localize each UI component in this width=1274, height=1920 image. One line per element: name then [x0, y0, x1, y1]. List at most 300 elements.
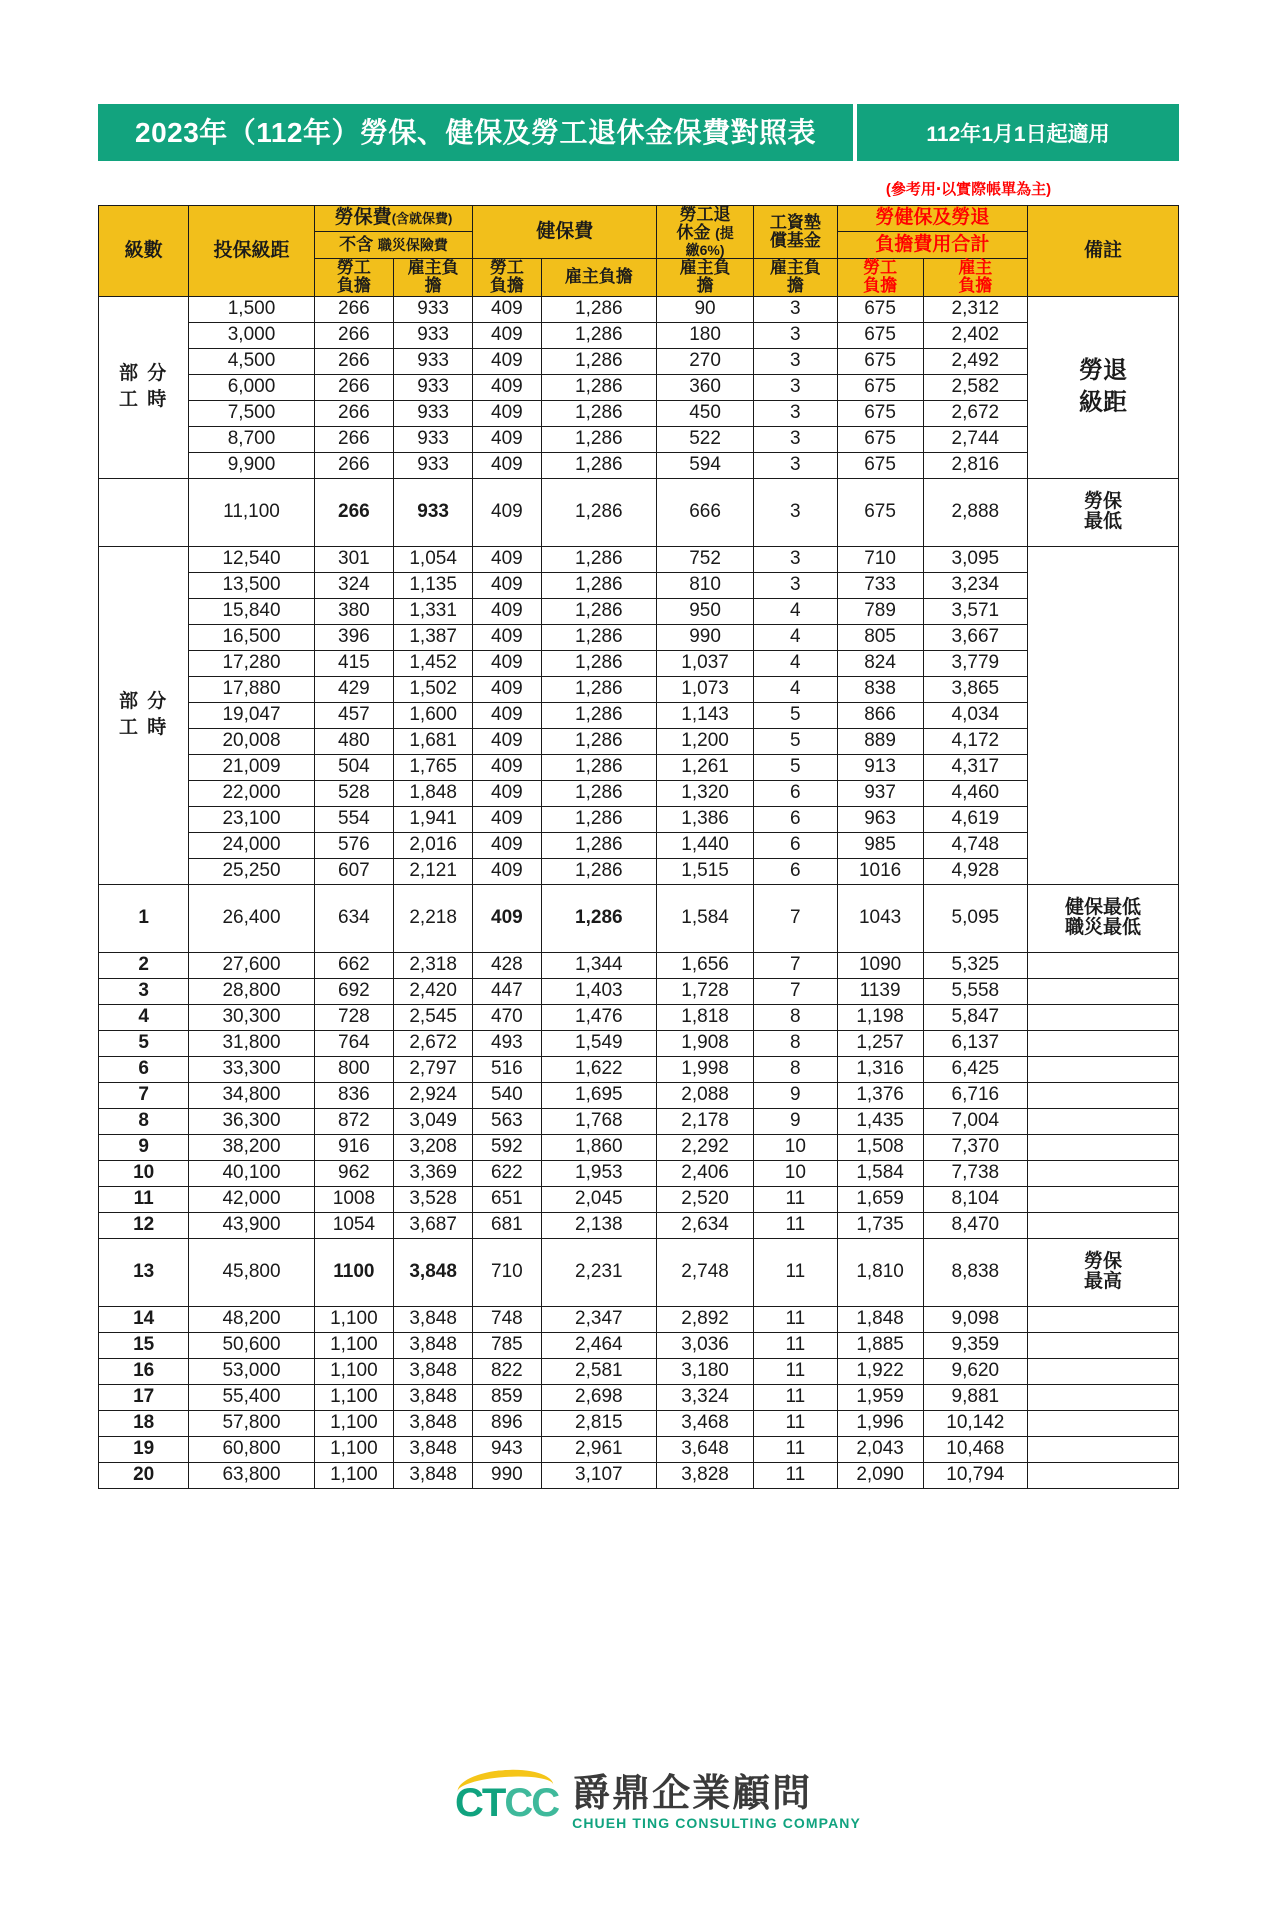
cell-total-employer: 2,402	[923, 322, 1028, 348]
cell-insured-base: 43,900	[189, 1212, 315, 1238]
cell-labor-employee: 554	[314, 806, 393, 832]
cell-insured-base: 23,100	[189, 806, 315, 832]
cell-level: 18	[99, 1410, 189, 1436]
cell-health-employee: 409	[473, 702, 541, 728]
cell-remark	[1028, 978, 1179, 1004]
table-row	[99, 1212, 1179, 1238]
cell-labor-employer: 3,049	[394, 1108, 473, 1134]
cell-total-employer: 3,571	[923, 598, 1028, 624]
fund-group-l2: 償基金	[769, 230, 821, 250]
cell-level: 17	[99, 1384, 189, 1410]
cell-level: 13	[99, 1238, 189, 1306]
cell-total-employee: 1,584	[837, 1160, 923, 1186]
cell-health-employee: 409	[473, 624, 541, 650]
retire-group-label: 勞工退	[679, 205, 731, 224]
cell-health-employee: 409	[473, 676, 541, 702]
cell-insured-base: 11,100	[189, 478, 315, 546]
cell-level: 部 分 工 時	[99, 546, 189, 884]
cell-insured-base: 4,500	[189, 348, 315, 374]
cell-total-employer: 10,142	[923, 1410, 1028, 1436]
cell-labor-employee: 266	[314, 426, 393, 452]
cell-total-employer: 3,865	[923, 676, 1028, 702]
cell-labor-employee: 1008	[314, 1186, 393, 1212]
cell-labor-employer: 2,797	[394, 1056, 473, 1082]
cell-total-employee: 675	[837, 322, 923, 348]
cell-insured-base: 1,500	[189, 296, 315, 322]
cell-insured-base: 60,800	[189, 1436, 315, 1462]
cell-labor-employee: 266	[314, 374, 393, 400]
cell-labor-employer: 2,218	[394, 884, 473, 952]
cell-insured-base: 17,880	[189, 676, 315, 702]
table-row	[99, 374, 1179, 400]
cell-insured-base: 27,600	[189, 952, 315, 978]
cell-total-employer: 3,667	[923, 624, 1028, 650]
cell-retirement-employer: 2,892	[657, 1306, 754, 1332]
cell-total-employer: 2,744	[923, 426, 1028, 452]
cell-wage-fund-employer: 3	[754, 322, 838, 348]
cell-level: 6	[99, 1056, 189, 1082]
cell-insured-base: 13,500	[189, 572, 315, 598]
cell-health-employee: 651	[473, 1186, 541, 1212]
cell-labor-employee: 504	[314, 754, 393, 780]
cell-retirement-employer: 3,828	[657, 1462, 754, 1488]
cell-health-employee: 409	[473, 374, 541, 400]
table-row	[99, 702, 1179, 728]
cell-insured-base: 48,200	[189, 1306, 315, 1332]
cell-health-employer: 1,286	[541, 322, 657, 348]
cell-labor-employee: 692	[314, 978, 393, 1004]
table-row	[99, 1004, 1179, 1030]
cell-wage-fund-employer: 11	[754, 1462, 838, 1488]
cell-labor-employee: 266	[314, 400, 393, 426]
cell-total-employer: 9,098	[923, 1306, 1028, 1332]
cell-insured-base: 17,280	[189, 650, 315, 676]
cell-remark	[1028, 1212, 1179, 1238]
cell-insured-base: 36,300	[189, 1108, 315, 1134]
cell-health-employee: 409	[473, 400, 541, 426]
cell-remark	[1028, 1332, 1179, 1358]
cell-wage-fund-employer: 3	[754, 296, 838, 322]
cell-labor-employer: 1,941	[394, 806, 473, 832]
cell-total-employer: 3,095	[923, 546, 1028, 572]
table-row	[99, 426, 1179, 452]
cell-retirement-employer: 1,143	[657, 702, 754, 728]
logo-mark: CTCC	[455, 1785, 558, 1821]
col-header-retire-employer: 雇主負 擔	[657, 258, 754, 296]
cell-retirement-employer: 1,386	[657, 806, 754, 832]
table-row	[99, 1134, 1179, 1160]
cell-insured-base: 57,800	[189, 1410, 315, 1436]
cell-labor-employer: 2,318	[394, 952, 473, 978]
cell-labor-employee: 962	[314, 1160, 393, 1186]
cell-insured-base: 42,000	[189, 1186, 315, 1212]
cell-total-employer: 9,881	[923, 1384, 1028, 1410]
cell-total-employer: 5,325	[923, 952, 1028, 978]
cell-labor-employee: 480	[314, 728, 393, 754]
cell-level: 11	[99, 1186, 189, 1212]
cell-remark	[1028, 1108, 1179, 1134]
cell-total-employer: 9,359	[923, 1332, 1028, 1358]
cell-total-employee: 675	[837, 452, 923, 478]
cell-labor-employee: 301	[314, 546, 393, 572]
cell-health-employer: 1,403	[541, 978, 657, 1004]
cell-total-employee: 1139	[837, 978, 923, 1004]
col-header-health-employer: 雇主負擔	[541, 258, 657, 296]
cell-labor-employer: 3,528	[394, 1186, 473, 1212]
cell-total-employee: 1043	[837, 884, 923, 952]
cell-total-employee: 1,316	[837, 1056, 923, 1082]
cell-total-employer: 4,619	[923, 806, 1028, 832]
cell-retirement-employer: 1,728	[657, 978, 754, 1004]
table-row	[99, 1410, 1179, 1436]
cell-labor-employer: 2,016	[394, 832, 473, 858]
cell-total-employer: 4,034	[923, 702, 1028, 728]
cell-total-employee: 789	[837, 598, 923, 624]
cell-total-employer: 8,104	[923, 1186, 1028, 1212]
cell-labor-employee: 662	[314, 952, 393, 978]
cell-wage-fund-employer: 5	[754, 754, 838, 780]
table-row	[99, 952, 1179, 978]
table-row	[99, 1056, 1179, 1082]
cell-labor-employer: 1,681	[394, 728, 473, 754]
cell-health-employer: 1,286	[541, 400, 657, 426]
cell-health-employer: 1,286	[541, 452, 657, 478]
cell-total-employer: 2,492	[923, 348, 1028, 374]
cell-health-employee: 896	[473, 1410, 541, 1436]
cell-wage-fund-employer: 6	[754, 832, 838, 858]
cell-total-employee: 1,848	[837, 1306, 923, 1332]
cell-insured-base: 45,800	[189, 1238, 315, 1306]
cell-total-employer: 4,460	[923, 780, 1028, 806]
cell-total-employee: 838	[837, 676, 923, 702]
cell-health-employee: 409	[473, 572, 541, 598]
col-header-level: 級數	[99, 206, 189, 297]
cell-retirement-employer: 1,440	[657, 832, 754, 858]
cell-total-employer: 3,779	[923, 650, 1028, 676]
cell-retirement-employer: 1,515	[657, 858, 754, 884]
cell-retirement-employer: 1,584	[657, 884, 754, 952]
cell-health-employer: 1,286	[541, 546, 657, 572]
cell-wage-fund-employer: 6	[754, 806, 838, 832]
cell-labor-employee: 916	[314, 1134, 393, 1160]
cell-retirement-employer: 1,073	[657, 676, 754, 702]
cell-remark	[1028, 546, 1179, 884]
col-header-total-group: 勞健保及勞退	[837, 206, 1027, 232]
cell-wage-fund-employer: 4	[754, 676, 838, 702]
cell-remark	[1028, 1030, 1179, 1056]
cell-total-employee: 963	[837, 806, 923, 832]
cell-total-employee: 1,922	[837, 1358, 923, 1384]
cell-health-employer: 1,286	[541, 296, 657, 322]
cell-total-employee: 675	[837, 374, 923, 400]
cell-retirement-employer: 1,261	[657, 754, 754, 780]
table-row	[99, 1306, 1179, 1332]
table-row	[99, 1238, 1179, 1306]
cell-health-employer: 2,138	[541, 1212, 657, 1238]
cell-insured-base: 8,700	[189, 426, 315, 452]
cell-health-employer: 1,286	[541, 624, 657, 650]
table-row	[99, 296, 1179, 322]
cell-health-employer: 1,695	[541, 1082, 657, 1108]
cell-wage-fund-employer: 11	[754, 1212, 838, 1238]
cell-health-employer: 1,286	[541, 780, 657, 806]
cell-total-employee: 824	[837, 650, 923, 676]
table-row	[99, 598, 1179, 624]
cell-health-employer: 2,581	[541, 1358, 657, 1384]
table-row	[99, 1462, 1179, 1488]
cell-health-employer: 1,622	[541, 1056, 657, 1082]
cell-retirement-employer: 2,088	[657, 1082, 754, 1108]
cell-labor-employee: 266	[314, 296, 393, 322]
disclaimer-note: (參考用‧以實際帳單為主)	[885, 181, 1052, 198]
table-row	[99, 650, 1179, 676]
cell-wage-fund-employer: 4	[754, 650, 838, 676]
cell-labor-employee: 728	[314, 1004, 393, 1030]
cell-labor-employee: 380	[314, 598, 393, 624]
cell-total-employee: 1,959	[837, 1384, 923, 1410]
cell-wage-fund-employer: 8	[754, 1030, 838, 1056]
cell-wage-fund-employer: 3	[754, 572, 838, 598]
cell-labor-employee: 528	[314, 780, 393, 806]
cell-remark	[1028, 952, 1179, 978]
cell-retirement-employer: 1,818	[657, 1004, 754, 1030]
col-header-retire-group	[657, 206, 754, 259]
cell-health-employer: 1,860	[541, 1134, 657, 1160]
cell-wage-fund-employer: 3	[754, 400, 838, 426]
cell-health-employer: 1,286	[541, 832, 657, 858]
cell-health-employer: 3,107	[541, 1462, 657, 1488]
cell-health-employer: 2,961	[541, 1436, 657, 1462]
col-header-health-group: 健保費	[473, 206, 657, 259]
cell-level: 16	[99, 1358, 189, 1384]
cell-labor-employer: 1,054	[394, 546, 473, 572]
cell-labor-employer: 1,452	[394, 650, 473, 676]
cell-insured-base: 9,900	[189, 452, 315, 478]
cell-total-employee: 1016	[837, 858, 923, 884]
cell-total-employee: 1,996	[837, 1410, 923, 1436]
table-row	[99, 1108, 1179, 1134]
cell-labor-employee: 1,100	[314, 1436, 393, 1462]
cell-retirement-employer: 450	[657, 400, 754, 426]
cell-retirement-employer: 180	[657, 322, 754, 348]
cell-insured-base: 3,000	[189, 322, 315, 348]
col-header-labor-employee: 勞工 負擔	[314, 258, 393, 296]
cell-health-employer: 1,286	[541, 702, 657, 728]
cell-health-employee: 540	[473, 1082, 541, 1108]
cell-wage-fund-employer: 3	[754, 452, 838, 478]
cell-wage-fund-employer: 10	[754, 1160, 838, 1186]
cell-health-employer: 2,045	[541, 1186, 657, 1212]
cell-wage-fund-employer: 6	[754, 780, 838, 806]
cell-level: 部 分 工 時	[99, 296, 189, 478]
cell-total-employee: 889	[837, 728, 923, 754]
cell-health-employer: 2,231	[541, 1238, 657, 1306]
cell-health-employee: 409	[473, 728, 541, 754]
cell-total-employee: 733	[837, 572, 923, 598]
cell-health-employer: 1,286	[541, 374, 657, 400]
cell-health-employee: 409	[473, 322, 541, 348]
cell-retirement-employer: 2,406	[657, 1160, 754, 1186]
cell-remark: 勞保 最低	[1028, 478, 1179, 546]
cell-total-employer: 2,312	[923, 296, 1028, 322]
cell-insured-base: 34,800	[189, 1082, 315, 1108]
table-row	[99, 754, 1179, 780]
cell-labor-employee: 429	[314, 676, 393, 702]
cell-total-employee: 675	[837, 348, 923, 374]
labor-group-label: 勞保費	[334, 207, 392, 229]
table-row	[99, 572, 1179, 598]
cell-retirement-employer: 1,200	[657, 728, 754, 754]
cell-health-employer: 1,286	[541, 806, 657, 832]
cell-labor-employer: 1,502	[394, 676, 473, 702]
col-header-fund-employer: 雇主負 擔	[754, 258, 838, 296]
cell-wage-fund-employer: 8	[754, 1004, 838, 1030]
cell-wage-fund-employer: 7	[754, 884, 838, 952]
cell-level: 15	[99, 1332, 189, 1358]
cell-total-employer: 4,317	[923, 754, 1028, 780]
cell-health-employee: 447	[473, 978, 541, 1004]
cell-remark	[1028, 1306, 1179, 1332]
col-header-labor-group	[314, 206, 473, 232]
cell-health-employee: 409	[473, 426, 541, 452]
cell-insured-base: 30,300	[189, 1004, 315, 1030]
cell-health-employee: 409	[473, 832, 541, 858]
cell-wage-fund-employer: 11	[754, 1410, 838, 1436]
cell-labor-employee: 576	[314, 832, 393, 858]
cell-health-employer: 1,286	[541, 572, 657, 598]
cell-labor-employee: 324	[314, 572, 393, 598]
cell-total-employer: 9,620	[923, 1358, 1028, 1384]
cell-insured-base: 21,009	[189, 754, 315, 780]
cell-level: 5	[99, 1030, 189, 1056]
cell-total-employer: 7,370	[923, 1134, 1028, 1160]
cell-retirement-employer: 522	[657, 426, 754, 452]
cell-wage-fund-employer: 4	[754, 624, 838, 650]
cell-total-employee: 675	[837, 400, 923, 426]
cell-wage-fund-employer: 8	[754, 1056, 838, 1082]
cell-labor-employer: 933	[394, 400, 473, 426]
page-title: 2023年（112年）勞保、健保及勞工退休金保費對照表	[98, 104, 853, 161]
cell-remark: 勞退 級距	[1028, 296, 1179, 478]
table-row	[99, 452, 1179, 478]
table-row	[99, 624, 1179, 650]
cell-retirement-employer: 1,037	[657, 650, 754, 676]
cell-total-employer: 2,672	[923, 400, 1028, 426]
cell-total-employer: 4,928	[923, 858, 1028, 884]
col-header-remark: 備註	[1028, 206, 1179, 297]
cell-labor-employer: 3,848	[394, 1358, 473, 1384]
cell-wage-fund-employer: 5	[754, 728, 838, 754]
cell-total-employer: 6,137	[923, 1030, 1028, 1056]
cell-total-employee: 1,257	[837, 1030, 923, 1056]
cell-health-employer: 1,286	[541, 348, 657, 374]
cell-remark	[1028, 1134, 1179, 1160]
cell-labor-employer: 3,687	[394, 1212, 473, 1238]
cell-total-employee: 675	[837, 426, 923, 452]
cell-labor-employee: 457	[314, 702, 393, 728]
cell-insured-base: 63,800	[189, 1462, 315, 1488]
logo-name-cn: 爵鼎企業顧問	[572, 1773, 813, 1815]
cell-total-employee: 937	[837, 780, 923, 806]
cell-wage-fund-employer: 10	[754, 1134, 838, 1160]
cell-remark	[1028, 1082, 1179, 1108]
cell-retirement-employer: 3,180	[657, 1358, 754, 1384]
cell-remark	[1028, 1186, 1179, 1212]
cell-labor-employer: 1,600	[394, 702, 473, 728]
table-row	[99, 780, 1179, 806]
cell-health-employee: 592	[473, 1134, 541, 1160]
cell-labor-employer: 1,135	[394, 572, 473, 598]
cell-level: 14	[99, 1306, 189, 1332]
cell-labor-employee: 1,100	[314, 1462, 393, 1488]
cell-wage-fund-employer: 3	[754, 478, 838, 546]
table-row	[99, 322, 1179, 348]
cell-remark: 健保最低 職災最低	[1028, 884, 1179, 952]
cell-insured-base: 31,800	[189, 1030, 315, 1056]
cell-labor-employee: 1,100	[314, 1410, 393, 1436]
table-row	[99, 728, 1179, 754]
cell-retirement-employer: 810	[657, 572, 754, 598]
cell-labor-employer: 1,387	[394, 624, 473, 650]
table-header	[99, 206, 1179, 297]
cell-wage-fund-employer: 6	[754, 858, 838, 884]
cell-wage-fund-employer: 11	[754, 1238, 838, 1306]
cell-health-employer: 1,286	[541, 426, 657, 452]
cell-level: 20	[99, 1462, 189, 1488]
cell-health-employee: 990	[473, 1462, 541, 1488]
title-band	[98, 104, 1179, 161]
col-header-labor-employer: 雇主負 擔	[394, 258, 473, 296]
cell-labor-employer: 3,848	[394, 1238, 473, 1306]
cell-labor-employer: 933	[394, 322, 473, 348]
table-row	[99, 858, 1179, 884]
cell-total-employee: 2,090	[837, 1462, 923, 1488]
table-row	[99, 1160, 1179, 1186]
cell-labor-employer: 3,848	[394, 1332, 473, 1358]
cell-total-employee: 1090	[837, 952, 923, 978]
cell-level: 19	[99, 1436, 189, 1462]
cell-insured-base: 20,008	[189, 728, 315, 754]
cell-labor-employee: 1100	[314, 1238, 393, 1306]
cell-remark	[1028, 1056, 1179, 1082]
cell-retirement-employer: 2,292	[657, 1134, 754, 1160]
cell-total-employee: 866	[837, 702, 923, 728]
cell-health-employer: 2,698	[541, 1384, 657, 1410]
cell-retirement-employer: 2,520	[657, 1186, 754, 1212]
cell-retirement-employer: 1,908	[657, 1030, 754, 1056]
cell-labor-employer: 933	[394, 296, 473, 322]
cell-remark	[1028, 1410, 1179, 1436]
cell-level: 3	[99, 978, 189, 1004]
cell-total-employee: 985	[837, 832, 923, 858]
cell-level: 4	[99, 1004, 189, 1030]
table-row	[99, 806, 1179, 832]
table-row	[99, 978, 1179, 1004]
cell-labor-employee: 764	[314, 1030, 393, 1056]
cell-total-employee: 913	[837, 754, 923, 780]
retire-group-note: 繳6%)	[685, 241, 725, 258]
cell-labor-employer: 1,765	[394, 754, 473, 780]
col-header-fund-group	[754, 206, 838, 259]
cell-labor-employer: 933	[394, 478, 473, 546]
cell-level: 1	[99, 884, 189, 952]
premium-table-wrap	[98, 205, 1179, 1489]
cell-insured-base: 15,840	[189, 598, 315, 624]
cell-wage-fund-employer: 11	[754, 1186, 838, 1212]
cell-retirement-employer: 990	[657, 624, 754, 650]
cell-insured-base: 19,047	[189, 702, 315, 728]
cell-labor-employer: 3,848	[394, 1384, 473, 1410]
